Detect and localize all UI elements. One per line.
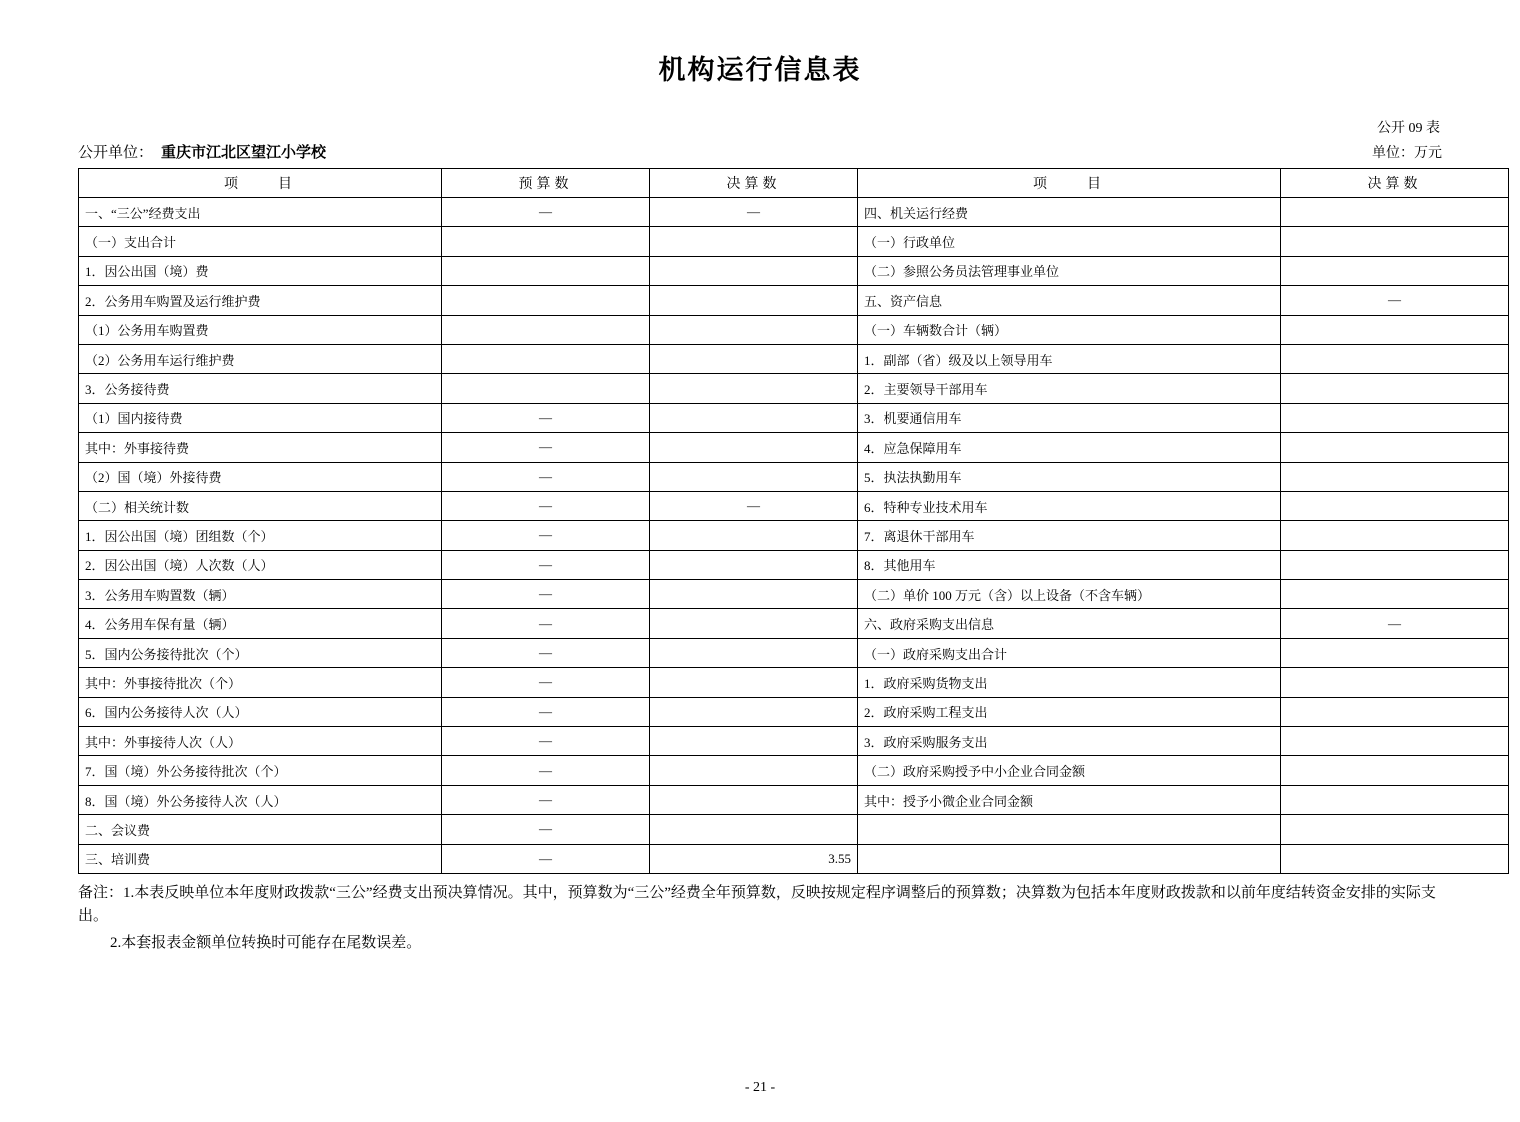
row-budget-value <box>442 315 650 344</box>
note-line-2: 2.本套报表金额单位转换时可能存在尾数误差。 <box>110 935 422 952</box>
row-item-left: （二）相关统计数 <box>79 491 442 520</box>
row-final-right-value <box>1281 638 1509 667</box>
row-final-right-value <box>1281 227 1509 256</box>
row-item-right: 3．机要通信用车 <box>858 403 1281 432</box>
table-row <box>79 550 1509 579</box>
table-row <box>79 697 1509 726</box>
row-budget-value: — <box>442 697 650 726</box>
row-final-value: — <box>650 198 858 227</box>
row-final-value: — <box>650 491 858 520</box>
row-budget-value: — <box>442 462 650 491</box>
header-final: 决算数 <box>650 169 858 198</box>
row-item-right: 六、政府采购支出信息 <box>858 609 1281 638</box>
row-final-value <box>650 433 858 462</box>
row-item-right: （一）行政单位 <box>858 227 1281 256</box>
row-final-value <box>650 785 858 814</box>
row-budget-value: — <box>442 403 650 432</box>
row-item-right: 6．特种专业技术用车 <box>858 491 1281 520</box>
row-final-value <box>650 638 858 667</box>
row-budget-value: — <box>442 580 650 609</box>
row-final-value <box>650 286 858 315</box>
publishing-unit-label: 公开单位： <box>78 145 154 161</box>
row-item-left: 6．国内公务接待人次（人） <box>79 697 442 726</box>
table-row <box>79 609 1509 638</box>
table-row <box>79 638 1509 667</box>
row-final-right-value: — <box>1281 609 1509 638</box>
row-final-right-value <box>1281 580 1509 609</box>
row-budget-value <box>442 256 650 285</box>
publishing-unit-name: 重庆市江北区望江小学校 <box>161 145 327 161</box>
row-item-left: 三、培训费 <box>79 844 442 873</box>
row-final-right-value <box>1281 844 1509 873</box>
row-budget-value: — <box>442 198 650 227</box>
row-budget-value: — <box>442 785 650 814</box>
row-item-right: 7．离退休干部用车 <box>858 521 1281 550</box>
row-budget-value: — <box>442 756 650 785</box>
row-budget-value <box>442 286 650 315</box>
row-final-right-value <box>1281 374 1509 403</box>
row-final-right-value <box>1281 785 1509 814</box>
table-row <box>79 727 1509 756</box>
row-final-value <box>650 344 858 373</box>
publishing-unit <box>78 141 326 162</box>
row-item-left: 其中：外事接待人次（人） <box>79 727 442 756</box>
row-final-right-value <box>1281 462 1509 491</box>
table-row <box>79 462 1509 491</box>
row-item-left: （一）支出合计 <box>79 227 442 256</box>
row-final-right-value <box>1281 198 1509 227</box>
row-item-left: 二、会议费 <box>79 815 442 844</box>
header-item-left: 项 目 <box>79 169 442 198</box>
header-budget: 预算数 <box>442 169 650 198</box>
row-final-value <box>650 815 858 844</box>
row-budget-value <box>442 374 650 403</box>
row-final-value <box>650 256 858 285</box>
row-final-right-value <box>1281 521 1509 550</box>
document-page <box>0 48 1520 1122</box>
table-row <box>79 227 1509 256</box>
row-budget-value: — <box>442 491 650 520</box>
row-final-right-value <box>1281 491 1509 520</box>
row-final-value <box>650 462 858 491</box>
row-budget-value: — <box>442 844 650 873</box>
row-item-right: （二）参照公务员法管理事业单位 <box>858 256 1281 285</box>
row-item-right: 1．副部（省）级及以上领导用车 <box>858 344 1281 373</box>
row-final-value <box>650 697 858 726</box>
row-final-value <box>650 550 858 579</box>
row-item-right: （二）单价 100 万元（含）以上设备（不含车辆） <box>858 580 1281 609</box>
row-item-right <box>858 844 1281 873</box>
row-final-value: 3.55 <box>650 844 858 873</box>
table-body <box>79 198 1509 874</box>
table-row <box>79 785 1509 814</box>
row-final-right-value <box>1281 550 1509 579</box>
header-final-right: 决算数 <box>1281 169 1509 198</box>
row-item-right: 四、机关运行经费 <box>858 198 1281 227</box>
table-row <box>79 286 1509 315</box>
row-item-left: （2）国（境）外接待费 <box>79 462 442 491</box>
row-final-value <box>650 668 858 697</box>
header-item-right: 项 目 <box>858 169 1281 198</box>
table-row <box>79 403 1509 432</box>
row-item-right: 8．其他用车 <box>858 550 1281 579</box>
sheet-number: 公开 09 表 <box>1377 121 1440 136</box>
row-budget-value: — <box>442 727 650 756</box>
row-budget-value: — <box>442 815 650 844</box>
row-final-right-value <box>1281 756 1509 785</box>
table-row <box>79 256 1509 285</box>
table-row <box>79 491 1509 520</box>
row-item-right: （二）政府采购授予中小企业合同金额 <box>858 756 1281 785</box>
row-item-left: 一、“三公”经费支出 <box>79 198 442 227</box>
table-row <box>79 198 1509 227</box>
row-item-right <box>858 815 1281 844</box>
meta-row <box>78 141 1442 162</box>
row-item-right: 1．政府采购货物支出 <box>858 668 1281 697</box>
table-row <box>79 521 1509 550</box>
operating-information-table <box>78 168 1509 874</box>
page-footer: - 21 - <box>744 1080 776 1095</box>
row-final-value <box>650 403 858 432</box>
row-item-left: 3．公务接待费 <box>79 374 442 403</box>
row-final-value <box>650 374 858 403</box>
row-item-left: （1）国内接待费 <box>79 403 442 432</box>
row-item-right: 4．应急保障用车 <box>858 433 1281 462</box>
table-header-row <box>79 169 1509 198</box>
row-item-right: 五、资产信息 <box>858 286 1281 315</box>
row-final-right-value <box>1281 433 1509 462</box>
row-item-right: 其中：授予小微企业合同金额 <box>858 785 1281 814</box>
row-budget-value <box>442 227 650 256</box>
row-budget-value: — <box>442 433 650 462</box>
row-item-left: 5．国内公务接待批次（个） <box>79 638 442 667</box>
table-row <box>79 315 1509 344</box>
row-item-left: （1）公务用车购置费 <box>79 315 442 344</box>
row-item-left: 8．国（境）外公务接待人次（人） <box>79 785 442 814</box>
row-budget-value: — <box>442 521 650 550</box>
row-item-right: （一）政府采购支出合计 <box>858 638 1281 667</box>
row-budget-value <box>442 344 650 373</box>
row-item-left: （2）公务用车运行维护费 <box>79 344 442 373</box>
row-final-right-value <box>1281 344 1509 373</box>
row-budget-value: — <box>442 550 650 579</box>
row-final-value <box>650 521 858 550</box>
row-item-right: （一）车辆数合计（辆） <box>858 315 1281 344</box>
row-item-left: 1．因公出国（境）团组数（个） <box>79 521 442 550</box>
table-row <box>79 580 1509 609</box>
row-item-left: 2．公务用车购置及运行维护费 <box>79 286 442 315</box>
table-row <box>79 344 1509 373</box>
row-item-right: 5．执法执勤用车 <box>858 462 1281 491</box>
row-item-left: 2．因公出国（境）人次数（人） <box>79 550 442 579</box>
table-row <box>79 668 1509 697</box>
row-final-right-value <box>1281 403 1509 432</box>
row-item-left: 其中：外事接待批次（个） <box>79 668 442 697</box>
row-item-left: 1．因公出国（境）费 <box>79 256 442 285</box>
row-budget-value: — <box>442 668 650 697</box>
table-row <box>79 815 1509 844</box>
unit-of-measure: 单位：万元 <box>1372 146 1442 161</box>
row-item-right: 2．主要领导干部用车 <box>858 374 1281 403</box>
row-item-left: 其中：外事接待费 <box>79 433 442 462</box>
table-row <box>79 844 1509 873</box>
row-final-value <box>650 227 858 256</box>
row-item-left: 4．公务用车保有量（辆） <box>79 609 442 638</box>
row-item-left: 7．国（境）外公务接待批次（个） <box>79 756 442 785</box>
table-row <box>79 756 1509 785</box>
row-final-value <box>650 315 858 344</box>
row-final-right-value <box>1281 815 1509 844</box>
row-final-value <box>650 580 858 609</box>
table-row <box>79 433 1509 462</box>
note-line-1: 备注：1.本表反映单位本年度财政拨款“三公”经费支出预决算情况。其中，预算数为“三公”经费全年预算数，反映按规定程序调整后的预算数；决算数为包括本年度财政拨款和以前年度结转资金安排的实际支出。 <box>78 884 1436 925</box>
table-row <box>79 374 1509 403</box>
row-final-value <box>650 756 858 785</box>
row-budget-value: — <box>442 638 650 667</box>
row-final-right-value <box>1281 256 1509 285</box>
row-budget-value: — <box>442 609 650 638</box>
row-final-right-value <box>1281 668 1509 697</box>
row-item-right: 2．政府采购工程支出 <box>858 697 1281 726</box>
row-final-right-value <box>1281 727 1509 756</box>
row-final-right-value <box>1281 315 1509 344</box>
row-final-right-value <box>1281 697 1509 726</box>
row-final-value <box>650 609 858 638</box>
row-final-right-value: — <box>1281 286 1509 315</box>
row-final-value <box>650 727 858 756</box>
row-item-left: 3．公务用车购置数（辆） <box>79 580 442 609</box>
table-notes <box>78 882 1442 956</box>
page-title: 机构运行信息表 <box>658 55 862 85</box>
row-item-right: 3．政府采购服务支出 <box>858 727 1281 756</box>
